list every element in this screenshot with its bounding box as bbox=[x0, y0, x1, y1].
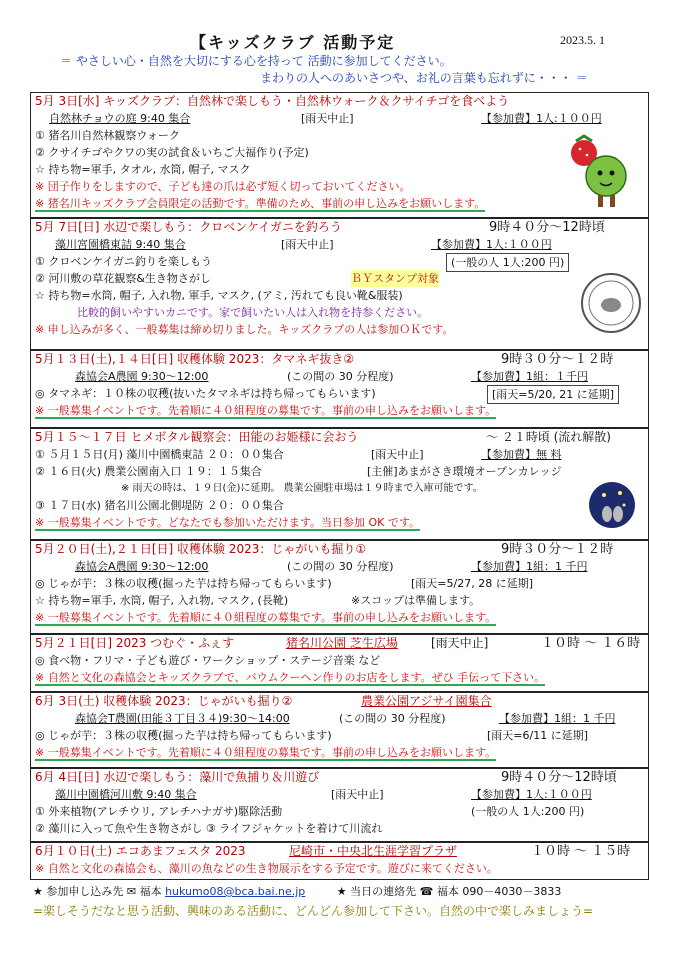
detail-line: ③ １７日(水) 猪名川公園北側堤防 ２０：００集合 bbox=[35, 499, 284, 512]
event-time: １０時 ～ １５時 bbox=[531, 844, 631, 859]
general-fee: (一般の人 1人:200 円) bbox=[471, 805, 585, 818]
fee: 【参加費】無 料 bbox=[481, 448, 562, 461]
event-place: 森協会T農園(田能３丁目３４)9:30～14:00 bbox=[75, 712, 290, 725]
event-time: 9時３０分～１２時 bbox=[501, 542, 614, 557]
detail-line: ◎ タマネギ：１０株の収穫(抜いたタマネギは持ち帰ってもらいます) bbox=[35, 387, 376, 400]
rain-note: [雨天中止] bbox=[331, 788, 384, 801]
note-line: ※ 雨天の時は、１９日(金)に延期。 農業公園駐車場は１９時まで入庫可能です。 bbox=[121, 483, 483, 494]
event-jun-4 bbox=[30, 768, 649, 842]
by-stamp-icon bbox=[579, 271, 643, 335]
notice-line: ※ 一般募集イベントです。先着順に４０組程度の募集です。事前の申し込みをお願いします。 bbox=[35, 404, 497, 417]
event-header: 5月１５～１７日 ヒメボタル観察会：田能のお姫様に会おう bbox=[35, 430, 359, 444]
belongings-line: ☆ 持ち物=水筒, 帽子, 入れ物, 軍手, マスク, (アミ, 汚れても良い靴&服装) bbox=[35, 289, 403, 302]
detail-line: ◎ 食べ物・フリマ・子ども遊び・ワークショップ・ステージ音楽 など bbox=[35, 654, 381, 667]
event-place: 藻川宮園橋東詰 9:40 集合 bbox=[55, 238, 186, 251]
event-place: 森協会A農園 9:30～12:00 bbox=[75, 370, 209, 383]
detail-line: ② 藻川に入って魚や生き物さがし ③ ライフジャケットを着けて川流れ bbox=[35, 822, 383, 835]
event-header: 5月２１日[日] 2023 つむぐ・ふぇす bbox=[35, 636, 235, 650]
detail-line: ② １６日(火) 農業公園南入口 １９：１５集合 bbox=[35, 465, 262, 478]
event-time: 9時３０分～１２時 bbox=[501, 352, 614, 367]
event-may-3 bbox=[30, 92, 649, 218]
organizer: [主催]あまがさき環境オープンカレッジ bbox=[367, 465, 562, 478]
slogan-line-2: まわりの人へのあいさつや、お礼の言葉も忘れずに・・・ ＝ bbox=[260, 71, 588, 85]
stamp-badge: ＢＹスタンプ対象 bbox=[351, 272, 439, 285]
event-header: 5月１３日(土),１４日[日] 収穫体験 2023：タマネギ抜き② bbox=[35, 352, 355, 366]
notice-line: ※ 一般募集イベントです。どなたでも参加いただけます。当日参加 OK です。 bbox=[35, 516, 420, 529]
detail-line: ① ５月１５日(月) 藻川中園橋東詰 ２０：００集合 bbox=[35, 448, 284, 461]
event-header: 6月１０日(土) エコあまフェスタ 2023 bbox=[35, 844, 246, 858]
general-fee: (一般の人 1人:200 円) bbox=[446, 253, 569, 272]
event-place: 藻川中園橋河川敷 9:40 集合 bbox=[55, 788, 197, 801]
strawberry-apple-illustration bbox=[556, 131, 636, 211]
event-time: ～ ２１時頃 (流れ解散) bbox=[486, 430, 611, 444]
page-title: 【キッズクラブ 活動予定 bbox=[190, 33, 396, 52]
event-may-13 bbox=[30, 350, 649, 428]
event-place-2: 農業公園アジサイ園集合 bbox=[361, 694, 492, 708]
detail-line: ◎ じゃが芋：３株の収穫(掘った芋は持ち帰ってもらいます) bbox=[35, 577, 332, 590]
rain-note: [雨天中止] bbox=[431, 636, 489, 650]
detail-line: ◎ じゃが芋：３株の収穫(掘った芋は持ち帰ってもらいます) bbox=[35, 729, 332, 742]
issue-date: 2023.5. 1 bbox=[560, 33, 605, 47]
detail-line: ① 外来植物(アレチウリ, アレチハナガサ)駆除活動 bbox=[35, 805, 283, 818]
note-line: 比較的飼いやすいカニです。家で飼いたい人は入れ物を持参ください。 bbox=[77, 306, 429, 319]
day-contact-label: ★ 当日の連絡先 ☎ 福本 bbox=[336, 885, 459, 898]
fee: 【参加費】1組：１千円 bbox=[471, 370, 588, 383]
event-header: 5月２０日(土),２１日[日] 収穫体験 2023：じゃがいも掘り① bbox=[35, 542, 367, 556]
event-time: 9時４０分～12時頃 bbox=[489, 220, 605, 235]
event-time: 9時４０分～12時頃 bbox=[501, 770, 617, 785]
event-header: 5月 7日[日] 水辺で楽しもう：クロベンケイガニを釣ろう bbox=[35, 220, 342, 234]
rain-note: [雨天=5/20, 21 に延期] bbox=[487, 385, 619, 404]
event-header: 6月 4日[日] 水辺で楽しもう：藻川で魚捕り＆川遊び bbox=[35, 770, 320, 784]
rain-note: [雨天=5/27, 28 に延期] bbox=[411, 577, 533, 590]
fee: 【参加費】1人:１００円 bbox=[431, 238, 552, 251]
event-may-7 bbox=[30, 218, 649, 350]
notice-line: ※ 申し込みが多く、一般募集は締め切りました。キッズクラブの人は参加ＯＫです。 bbox=[35, 323, 454, 336]
event-time: １０時 ～ １６時 bbox=[541, 636, 641, 651]
firefly-icon bbox=[588, 481, 636, 529]
closing-message: =楽しそうだなと思う活動、興味のある活動に、どんどん参加して下さい。自然の中で楽しみましょう= bbox=[33, 904, 594, 918]
event-jun-10 bbox=[30, 842, 649, 880]
scoop-note: ※スコップは準備します。 bbox=[351, 594, 481, 607]
event-place: 尼崎市・中央北生涯学習プラザ bbox=[289, 844, 458, 858]
event-header: 6月 3日(土) 収穫体験 2023：じゃがいも掘り② bbox=[35, 694, 293, 708]
event-header: 5月 3日[水] キッズクラブ：自然林で楽しもう・自然林ウォーク＆クサイチゴを食べよう bbox=[35, 94, 510, 108]
detail-line: ② クサイチゴやクワの実の試食＆いちご大福作り(予定) bbox=[35, 146, 309, 159]
rain-note: [雨天中止] bbox=[371, 448, 424, 461]
notice-line: ※ 一般募集イベントです。先着順に４０組程度の募集です。事前の申し込みをお願いします。 bbox=[35, 746, 497, 759]
event-may-15 bbox=[30, 428, 649, 540]
rain-note: [雨天中止] bbox=[301, 112, 354, 125]
event-place: 自然林チョウの庭 9:40 集合 bbox=[49, 112, 191, 125]
detail-line: ① 猪名川自然林観察ウォーク bbox=[35, 129, 180, 142]
event-place: 森協会A農園 9:30～12:00 bbox=[75, 560, 209, 573]
detail-line: ② 河川敷の草花観察&生き物さがし bbox=[35, 272, 211, 285]
notice-line: ※ 猪名川キッズクラブ会員限定の活動です。準備のため、事前の申し込みをお願いします。 bbox=[35, 197, 486, 210]
time-span: (この間の 30 分程度) bbox=[287, 370, 394, 383]
notice-line: ※ 団子作りをしますので、子ども達の爪は必ず短く切っておいてください。 bbox=[35, 180, 411, 193]
notice-line: ※ 自然と文化の森協会とキッズクラブで、バウムクーヘン作りのお店をします。ぜひ 手伝って下さい。 bbox=[35, 671, 546, 684]
fee: 【参加費】1人:１００円 bbox=[471, 788, 592, 801]
fee: 【参加費】1組：1 千円 bbox=[471, 560, 588, 573]
belongings-line: ☆ 持ち物=軍手, 水筒, 帽子, 入れ物, マスク, (長靴) bbox=[35, 594, 289, 607]
contact-row bbox=[33, 883, 561, 899]
belongings-line: ☆ 持ち物=軍手, タオル, 水筒, 帽子, マスク bbox=[35, 163, 251, 176]
notice-line: ※ 一般募集イベントです。先着順に４０組程度の募集です。事前の申し込みをお願いします。 bbox=[35, 611, 497, 624]
rain-note: [雨天中止] bbox=[281, 238, 334, 251]
time-span: (この間の 30 分程度) bbox=[339, 712, 446, 725]
detail-line: ① クロベンケイガニ釣りを楽しもう bbox=[35, 255, 213, 268]
event-may-20 bbox=[30, 540, 649, 634]
rain-note: [雨天=6/11 に延期] bbox=[487, 729, 588, 742]
time-span: (この間の 30 分程度) bbox=[287, 560, 394, 573]
event-place: 猪名川公園 芝生広場 bbox=[286, 636, 398, 650]
event-jun-3 bbox=[30, 692, 649, 768]
slogan-line-1: ＝ やさしい心・自然を大切にする心を持って 活動に参加してください。 bbox=[60, 54, 452, 68]
email-link[interactable]: hukumo08@bca.bai.ne.jp bbox=[165, 885, 306, 898]
fee: 【参加費】1組：1 千円 bbox=[499, 712, 616, 725]
phone-number: 090－4030－3833 bbox=[462, 885, 562, 898]
fee: 【参加費】1人:１００円 bbox=[481, 112, 602, 125]
contact-label: ★ 参加申し込み先 ✉ 福本 bbox=[33, 885, 162, 898]
event-may-21 bbox=[30, 634, 649, 692]
notice-line: ※ 自然と文化の森協会も、藻川の魚などの生き物展示をする予定です。遊びに来てください。 bbox=[35, 862, 498, 875]
